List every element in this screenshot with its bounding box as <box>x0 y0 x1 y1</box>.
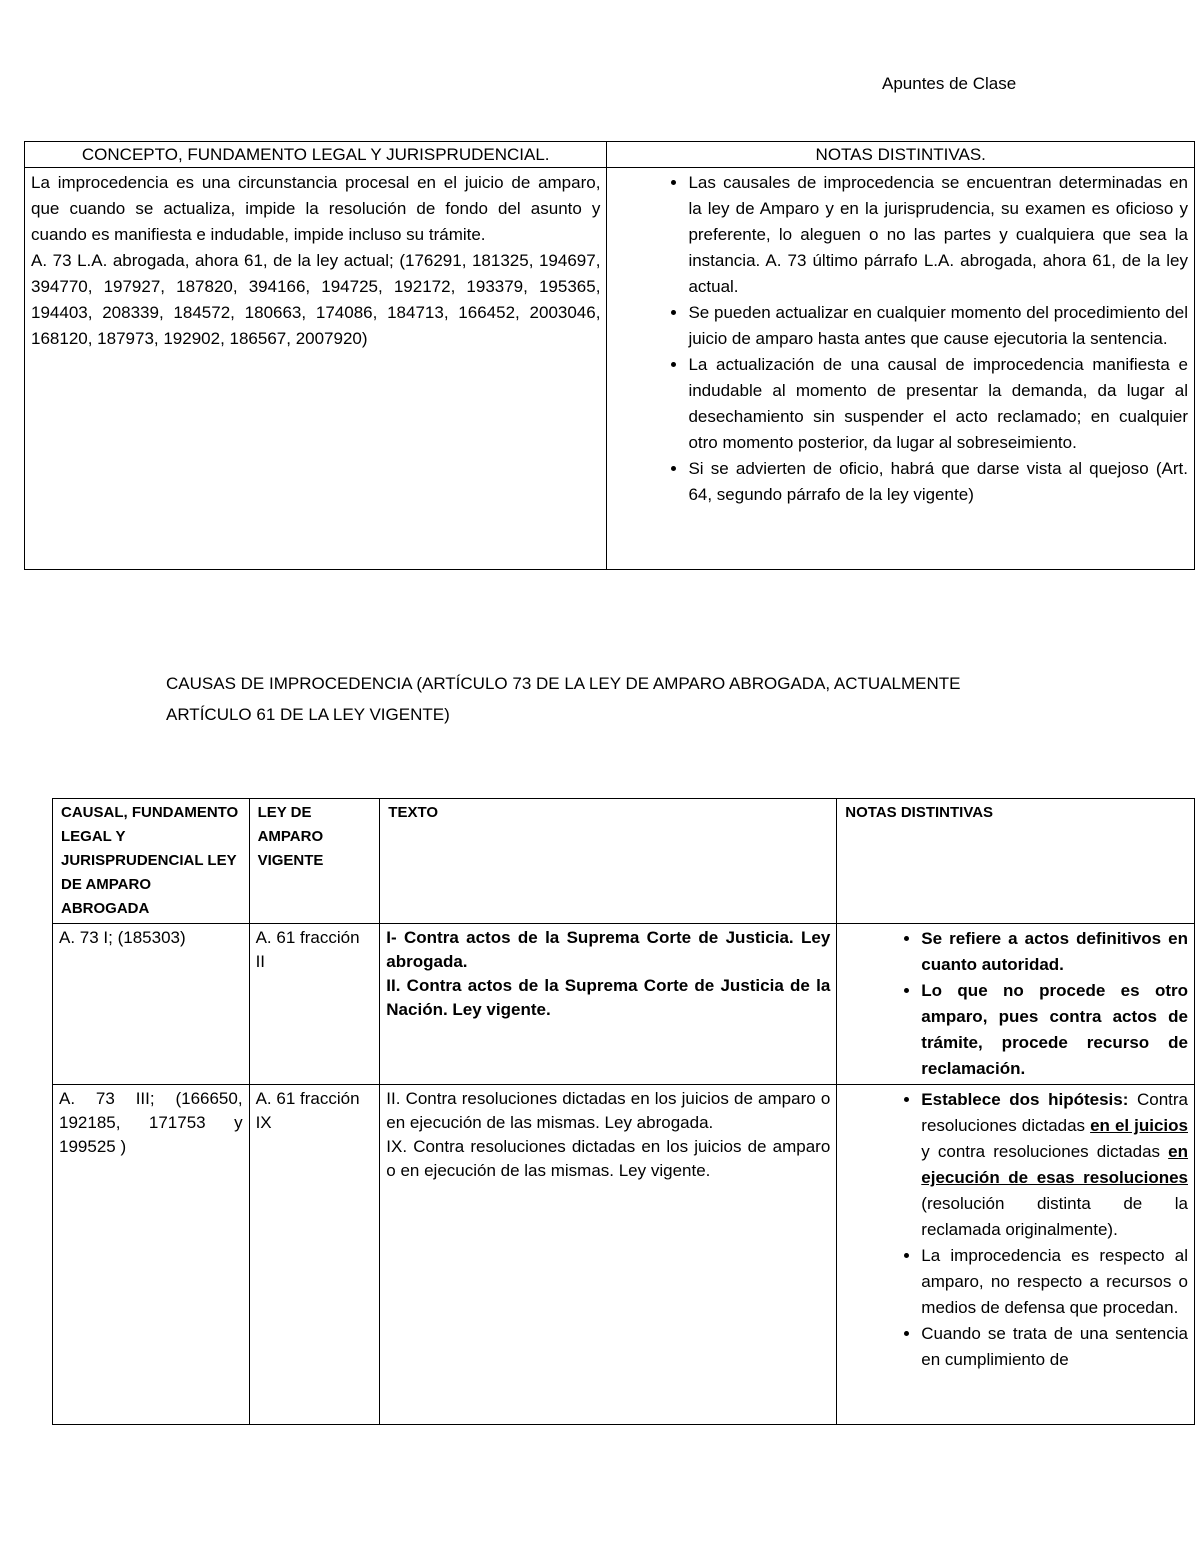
list-item: • Lo que no procede es otro amparo, pues contra actos de trámite, procede recurso de reclamación. <box>921 978 1188 1082</box>
causal-column-header: CAUSAL, FUNDAMENTO LEGAL Y JURISPRUDENCIAL LEY DE AMPARO ABROGADA <box>53 799 250 924</box>
table-row <box>53 924 1195 1085</box>
notes-list <box>613 170 1188 508</box>
causal-cell: A. 73 I; (185303) <box>53 924 250 1085</box>
notas-column-header: NOTAS DISTINTIVAS <box>837 799 1195 924</box>
list-item: • Se pueden actualizar en cualquier momento del procedimiento del juicio de amparo hasta antes que cause ejecutoria la sentencia. <box>688 300 1188 352</box>
notas-cell <box>837 924 1195 1085</box>
concept-table <box>24 141 1195 570</box>
notes-list <box>843 1087 1188 1373</box>
list-item: • Si se advierten de oficio, habrá que darse vista al quejoso (Art. 64, segundo párrafo de la ley vigente) <box>688 456 1188 508</box>
texto-cell <box>380 924 837 1085</box>
texto-vigente: II. Contra actos de la Suprema Corte de Justicia de la Nación. Ley vigente. <box>386 976 831 1019</box>
vigente-column-header: LEY DE AMPARO VIGENTE <box>249 799 380 924</box>
texto-abrogada: I- Contra actos de la Suprema Corte de Justicia. Ley abrogada. <box>386 928 831 971</box>
vigente-cell: A. 61 fracción II <box>249 924 380 1085</box>
notas-cell <box>837 1085 1195 1425</box>
list-item: • Establece dos hipótesis: Contra resoluciones dictadas en el juicios y contra resoluciones dictadas en ejecución de esas resoluciones (resolución distinta de la reclamada originalmente). <box>921 1087 1188 1243</box>
texto-vigente: IX. Contra resoluciones dictadas en los juicios de amparo o en ejecución de las mismas. Ley vigente. <box>386 1137 831 1180</box>
table-row <box>53 1085 1195 1425</box>
section-title-line: ARTÍCULO 61 DE LA LEY VIGENTE) <box>166 705 450 724</box>
note-lead: Establece dos hipótesis: <box>921 1090 1129 1109</box>
texto-column-header: TEXTO <box>380 799 837 924</box>
list-item: • Cuando se trata de una sentencia en cumplimiento de <box>921 1321 1188 1373</box>
concept-text: La improcedencia es una circunstancia procesal en el juicio de amparo, que cuando se actualiza, impide la resolución de fondo del asunto y cuando es manifiesta e indudable, impide incluso su trámite. <box>31 173 601 244</box>
list-item: • La actualización de una causal de improcedencia manifiesta e indudable al momento de presentar la demanda, da lugar al desechamiento sin suspender el acto reclamado; en cualquier otro momento posterior, da lugar al sobreseimiento. <box>688 352 1188 456</box>
causal-cell: A. 73 III; (166650, 192185, 171753 y 199525 ) <box>53 1085 250 1425</box>
concept-column-header: CONCEPTO, FUNDAMENTO LEGAL Y JURISPRUDENCIAL. <box>25 142 607 168</box>
section-title <box>166 668 961 730</box>
section-title-line: CAUSAS DE IMPROCEDENCIA (ARTÍCULO 73 DE LA LEY DE AMPARO ABROGADA, ACTUALMENTE <box>166 674 961 693</box>
underlined-text: en ejecución de esas resoluciones <box>921 1142 1188 1187</box>
legal-basis-text: A. 73 L.A. abrogada, ahora 61, de la ley actual; (176291, 181325, 194697, 394770, 197927, 187820, 394166, 194725, 192172, 193379, 195365, 194403, 208339, 184572, 180663, 174086, 184713, 166452, 2003046, 168120, 187973, 192902, 186567, 2007920) <box>31 251 601 348</box>
page-header: Apuntes de Clase <box>882 74 1017 93</box>
list-item: • Se refiere a actos definitivos en cuanto autoridad. <box>921 926 1188 978</box>
texto-cell <box>380 1085 837 1425</box>
list-item: • La improcedencia es respecto al amparo, no respecto a recursos o medios de defensa que procedan. <box>921 1243 1188 1321</box>
vigente-cell: A. 61 fracción IX <box>249 1085 380 1425</box>
causes-table <box>52 798 1195 1425</box>
texto-abrogada: II. Contra resoluciones dictadas en los juicios de amparo o en ejecución de las mismas. Ley abrogada. <box>386 1089 831 1132</box>
list-item: • Las causales de improcedencia se encuentran determinadas en la ley de Amparo y en la jurisprudencia, su examen es oficioso y preferente, lo aleguen o no las partes y cualquiera que sea la instancia. A. 73 último párrafo L.A. abrogada, ahora 61, de la ley actual. <box>688 170 1188 300</box>
concept-cell <box>25 168 607 570</box>
notes-list <box>843 926 1188 1082</box>
underlined-text: en el juicios <box>1090 1116 1188 1135</box>
notes-column-header: NOTAS DISTINTIVAS. <box>607 142 1195 168</box>
notes-cell <box>607 168 1195 570</box>
